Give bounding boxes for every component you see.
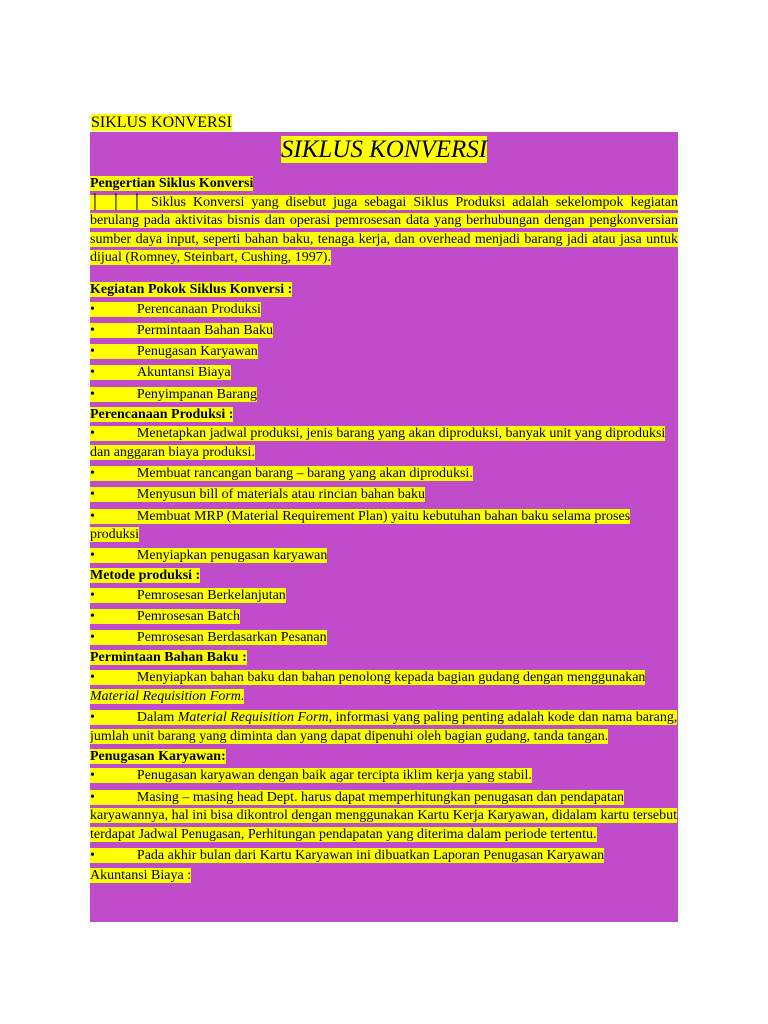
- list-item: • Menyiapkan bahan baku dan bahan penolong kepada bagian gudang dengan menggunakan Material Requisition Form.: [90, 670, 646, 704]
- penugasan-heading: Penugasan Karyawan:: [90, 748, 226, 764]
- perencanaan-heading: Perencanaan Produksi :: [90, 406, 234, 422]
- list-item: • Pemrosesan Batch: [90, 609, 240, 625]
- list-item: • Penugasan karyawan dengan baik agar tercipta iklim kerja yang stabil.: [90, 768, 532, 784]
- list-item: • Menyusun bill of materials atau rincian bahan baku: [90, 487, 425, 503]
- list-item: • Membuat MRP (Material Requirement Plan) yaitu kebutuhan bahan baku selama proses produksi: [90, 508, 631, 543]
- list-item: • Akuntansi Biaya: [90, 365, 231, 381]
- bullet-icon: •: [90, 323, 95, 339]
- bullet-icon: •: [90, 768, 95, 784]
- list-item: • Pada akhir bulan dari Kartu Karyawan ini dibuatkan Laporan Penugasan Karyawan: [90, 847, 605, 863]
- content-panel: [90, 132, 678, 922]
- list-item: • Permintaan Bahan Baku: [90, 323, 273, 339]
- list-item: • Penyimpanan Barang: [90, 386, 258, 402]
- bullet-icon: •: [90, 466, 95, 482]
- metode-heading: Metode produksi :: [90, 568, 201, 584]
- document-heading: SIKLUS KONVERSI: [91, 114, 232, 131]
- pengertian-paragraph: │ │ │ Siklus Konversi yang disebut juga sebagai Siklus Produksi adalah sekelompok kegiatan berulang pada aktivitas bisnis dan operasi pemrosesan data yang berhubungan dengan pengkonversian sumber daya input, seperti bahan baku, tenaga kerja, dan overhead menjadi barang jadi atau jasa untuk dijual (Romney, Steinbart, Cushing, 1997).: [90, 194, 678, 266]
- bullet-icon: •: [90, 487, 95, 503]
- list-item: • Penugasan Karyawan: [90, 344, 258, 360]
- bullet-icon: •: [90, 301, 95, 317]
- box-marker-icon: │ │ │: [90, 194, 144, 210]
- list-item: • Perencanaan Produksi: [90, 301, 261, 317]
- bullet-icon: •: [90, 630, 95, 646]
- bullet-icon: •: [90, 588, 95, 604]
- bullet-icon: •: [90, 670, 95, 686]
- bullet-icon: •: [90, 789, 95, 805]
- bullet-icon: •: [90, 609, 95, 625]
- akuntansi-heading: Akuntansi Biaya :: [90, 867, 192, 883]
- bullet-icon: •: [90, 365, 95, 381]
- permintaan-heading: Permintaan Bahan Baku :: [90, 650, 247, 666]
- list-item: • Masing – masing head Dept. harus dapat memperhitungkan penugasan dan pendapatan karyawannya, hal ini bisa dikontrol dengan menggunakan Kartu Kerja Karyawan, didalam kartu tersebut terdapat Jadwal Penugasan, Perhitungan pendapatan yang diterima dalam periode tertentu.: [90, 789, 678, 842]
- kegiatan-heading: Kegiatan Pokok Siklus Konversi :: [90, 281, 293, 297]
- list-item: • Dalam Material Requisition Form, informasi yang paling penting adalah kode dan nama barang, jumlah unit barang yang diminta dan yang dapat dipenuhi oleh bagian gudang, tanda tangan.: [90, 710, 678, 744]
- bullet-icon: •: [90, 386, 95, 402]
- bullet-icon: •: [90, 548, 95, 564]
- bullet-icon: •: [90, 710, 95, 726]
- list-item: • Menetapkan jadwal produksi, jenis barang yang akan diproduksi, banyak unit yang diproduksi dan anggaran biaya produksi.: [90, 426, 666, 460]
- list-item: • Pemrosesan Berdasarkan Pesanan: [90, 630, 327, 646]
- bullet-icon: •: [90, 426, 95, 442]
- bullet-icon: •: [90, 508, 95, 524]
- pengertian-heading: Pengertian Siklus Konversi: [90, 176, 254, 191]
- list-item: • Pemrosesan Berkelanjutan: [90, 588, 286, 604]
- panel-title: SIKLUS KONVERSI: [280, 136, 488, 163]
- bullet-icon: •: [90, 344, 95, 360]
- bullet-icon: •: [90, 847, 95, 863]
- list-item: • Membuat rancangan barang – barang yang akan diproduksi.: [90, 466, 473, 482]
- list-item: • Menyiapkan penugasan karyawan: [90, 548, 328, 564]
